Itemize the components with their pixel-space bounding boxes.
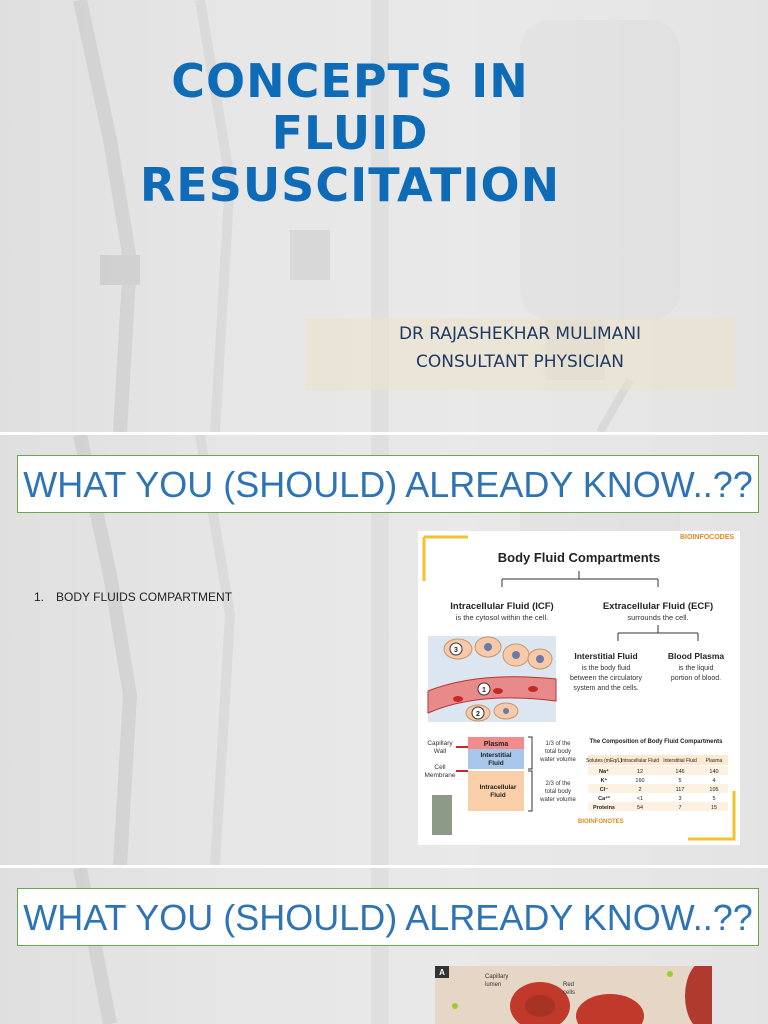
- plasma-desc-1: is the liquid: [678, 665, 714, 672]
- interstitial-title: Interstitial Fluid: [574, 651, 638, 661]
- table-cell: 3: [678, 796, 682, 802]
- table-cell: 160: [635, 778, 645, 784]
- cells-illustration: [428, 636, 556, 722]
- body-fluid-compartments-figure: [418, 531, 740, 845]
- fraction-icf-3: water volume: [540, 797, 576, 803]
- marker-1: 1: [482, 687, 486, 694]
- slide-heading-box: [17, 455, 759, 513]
- table-cell: 7: [678, 805, 682, 811]
- table-cell: 117: [675, 787, 685, 793]
- table-cell: K⁺: [600, 778, 608, 784]
- title-line-2: FLUID: [271, 106, 429, 160]
- interstitial-desc-2: between the circulatory: [570, 675, 642, 682]
- label-wall: Wall: [433, 748, 447, 755]
- table-cell: Na⁺: [599, 769, 609, 775]
- plasma-desc-2: portion of blood.: [670, 675, 722, 682]
- table-cell: <1: [636, 796, 644, 802]
- table-cell: 15: [710, 805, 718, 811]
- ecf-desc: surrounds the cell.: [627, 613, 689, 622]
- author-box: [305, 318, 735, 390]
- label-capillary: Capillary: [427, 740, 453, 747]
- compartment-plasma: Plasma: [483, 741, 509, 748]
- table-cell: 140: [709, 769, 719, 775]
- table-cell: Ca⁺²: [598, 796, 610, 802]
- fraction-ecf-1: 1/3 of the: [545, 741, 571, 747]
- slide-should-know-1: [0, 435, 768, 865]
- table-cell: 54: [636, 805, 644, 811]
- slide-heading-box: [17, 888, 759, 946]
- footer-brand: BIOINFONOTES: [578, 819, 624, 825]
- table-cell: 5: [678, 778, 682, 784]
- compartment-fluid: Fluid: [488, 760, 504, 767]
- fraction-ecf-3: water volume: [540, 757, 576, 763]
- interstitial-desc-1: is the body fluid: [581, 665, 631, 672]
- table-body: [588, 766, 728, 811]
- title-line-1: CONCEPTS IN: [171, 54, 529, 108]
- fraction-icf-1: 2/3 of the: [545, 781, 571, 787]
- compartment-intracellular-fluid: Fluid: [490, 792, 506, 799]
- marker-2: 2: [476, 711, 480, 718]
- plasma-title: Blood Plasma: [667, 651, 725, 661]
- table-cell: 4: [712, 778, 716, 784]
- capillary-micrograph-figure: [435, 966, 712, 1024]
- fraction-ecf-2: total body: [544, 749, 572, 755]
- icf-title: Intracellular Fluid (ICF): [450, 601, 554, 612]
- table-header-plasma: Plasma: [705, 758, 723, 764]
- table-header-icf: Intracellular Fluid: [620, 758, 660, 764]
- compartment-diagram: [424, 737, 576, 835]
- table-header-solutes: Solutes (mEq/L): [586, 758, 622, 764]
- table-row-bg: [588, 766, 728, 775]
- table-cell: 2: [638, 787, 642, 793]
- slide-heading: WHAT YOU (SHOULD) ALREADY KNOW..??: [23, 464, 753, 505]
- label-red-cells-1: Red: [563, 982, 575, 988]
- micrograph-svg: [435, 966, 712, 1024]
- icf-desc: is the cytosol within the cell.: [455, 613, 549, 622]
- compartment-interstitial: Interstitial: [480, 752, 512, 759]
- presentation-title: [120, 55, 580, 211]
- title-line-3: RESUSCITATION: [139, 158, 561, 212]
- label-capillary-lumen-2: lumen: [485, 982, 502, 988]
- figure-brand: BIOINFOCODES: [680, 534, 735, 541]
- figure-title: Body Fluid Compartments: [497, 550, 661, 565]
- table-title: The Composition of Body Fluid Compartments: [589, 739, 723, 745]
- label-membrane: Membrane: [424, 772, 456, 779]
- composition-table: [578, 739, 728, 825]
- bullet-number: 1.: [34, 590, 45, 604]
- bullet-item: [34, 590, 232, 604]
- author-role: CONSULTANT PHYSICIAN: [416, 352, 624, 372]
- label-cell: Cell: [434, 764, 446, 771]
- table-cell: 146: [675, 769, 685, 775]
- label-capillary-lumen-1: Capillary: [485, 974, 509, 980]
- table-cell: Proteins: [592, 805, 616, 811]
- table-cell: 5: [712, 796, 716, 802]
- ecf-title: Extracellular Fluid (ECF): [602, 601, 714, 612]
- figure-svg: [418, 531, 740, 845]
- compartment-intracellular: Intracellular: [479, 784, 517, 791]
- table-header-isf: Interstitial Fluid: [663, 758, 697, 764]
- slide-heading: WHAT YOU (SHOULD) ALREADY KNOW..??: [23, 897, 753, 938]
- table-cell: 105: [709, 787, 719, 793]
- label-red-cells-2: cells: [563, 990, 576, 996]
- bullet-text: BODY FLUIDS COMPARTMENT: [56, 590, 233, 604]
- slide-should-know-2: [0, 868, 768, 1024]
- table-row-bg: [588, 784, 728, 793]
- slide-title: [0, 0, 768, 432]
- table-cell: 12: [636, 769, 644, 775]
- author-name: DR RAJASHEKHAR MULIMANI: [398, 324, 642, 344]
- table-cell: Cl⁻: [599, 787, 609, 793]
- interstitial-desc-3: system and the cells.: [573, 685, 639, 692]
- panel-letter: A: [439, 968, 445, 977]
- microscope-icon: [432, 795, 452, 835]
- marker-3: 3: [454, 647, 458, 654]
- fraction-icf-2: total body: [544, 789, 572, 795]
